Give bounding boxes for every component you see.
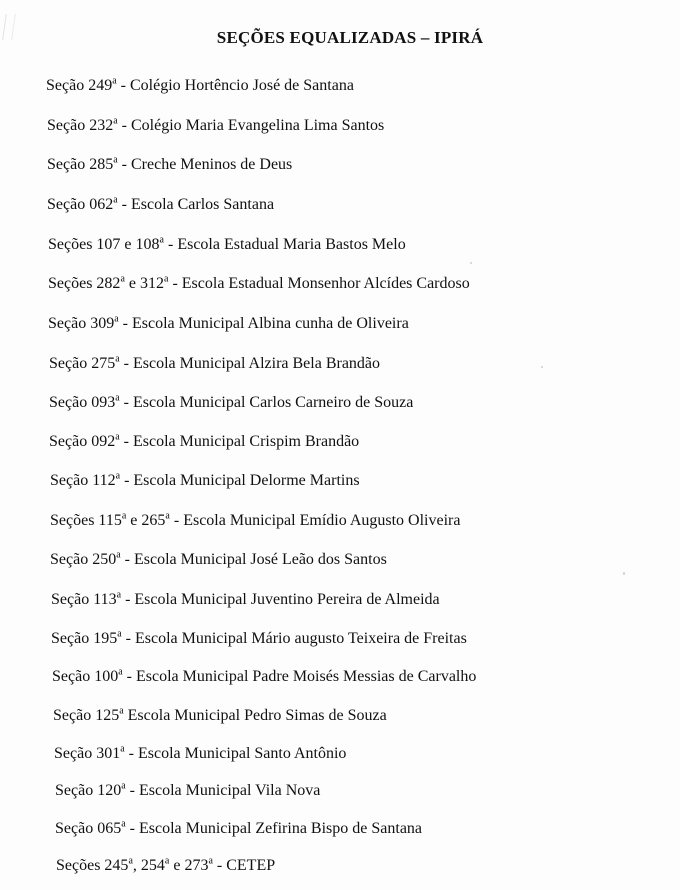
section-label: Seção 100: [52, 668, 119, 685]
ordinal-mark: a: [115, 470, 121, 482]
section-label: Seção 275: [49, 355, 116, 372]
ordinal-mark: a: [115, 392, 120, 404]
list-item: [49, 432, 359, 452]
ordinal-mark: a: [115, 353, 120, 365]
ordinal-mark: a: [113, 115, 118, 127]
section-label-continued: e 265: [126, 512, 166, 529]
section-label: Seção 309: [48, 315, 115, 332]
school-name: - Escola Municipal Juventino Pereira de Almeida: [121, 591, 440, 608]
list-item: [47, 195, 274, 215]
ordinal-mark: a: [159, 234, 164, 246]
list-item: [52, 667, 476, 687]
school-name: - Escola Estadual Monsenhor Alcídes Cardoso: [168, 275, 470, 292]
list-item: [46, 76, 354, 96]
scan-speck: [541, 366, 543, 368]
school-name: - Creche Meninos de Deus: [117, 156, 293, 173]
ordinal-mark: a: [117, 628, 122, 640]
section-label: Seção 250: [50, 551, 117, 568]
list-item: [49, 354, 380, 374]
scan-speck: [623, 572, 625, 575]
school-name: - Escola Municipal Crispim Brandão: [119, 433, 360, 450]
list-item: [51, 629, 467, 649]
list-item: [48, 314, 409, 334]
section-label: Seções 245: [56, 857, 129, 874]
list-item: [47, 116, 384, 136]
list-item: [48, 274, 470, 294]
school-name: - Escola Carlos Santana: [117, 196, 275, 213]
section-label: Seção 232: [47, 117, 114, 134]
section-label: Seção 301: [54, 745, 121, 762]
school-name: - Colégio Hortêncio José de Santana: [116, 77, 354, 94]
ordinal-mark: a: [121, 818, 126, 830]
section-label: Seção 112: [50, 472, 116, 489]
section-label: Seção 120: [55, 782, 122, 799]
list-item: [49, 393, 413, 413]
ordinal-mark: a: [112, 75, 117, 87]
list-item: [50, 471, 360, 491]
list-item: [54, 744, 346, 764]
list-item: [47, 155, 292, 175]
school-name: - Escola Municipal Vila Nova: [125, 782, 321, 799]
list-item: [50, 550, 387, 570]
ordinal-mark: a: [113, 154, 118, 166]
section-label: Seção 195: [51, 630, 118, 647]
section-label: Seções 107 e 108: [48, 236, 160, 253]
school-name: - Escola Municipal Zefirina Bispo de Santana: [125, 820, 423, 837]
school-name: - Escola Municipal Alzira Bela Brandão: [119, 355, 381, 372]
list-item: [50, 511, 460, 531]
ordinal-mark: a: [128, 855, 133, 867]
section-label: Seção 249: [46, 77, 113, 94]
section-label-continued: , 254: [132, 857, 165, 874]
ordinal-mark: a: [120, 743, 125, 755]
ordinal-mark: a: [164, 855, 170, 867]
ordinal-mark: a: [121, 780, 126, 792]
list-item: [48, 235, 406, 255]
ordinal-mark: a: [208, 855, 213, 867]
list-item: [53, 706, 387, 726]
section-label-continued: e 273: [169, 857, 209, 874]
ordinal-mark: a: [116, 549, 121, 561]
section-label: Seção 125: [53, 707, 120, 724]
list-item: [51, 590, 440, 610]
section-label: Seções 115: [50, 512, 122, 529]
school-name: - Escola Municipal Delorme Martins: [120, 472, 360, 489]
section-label: Seção 113: [51, 591, 117, 608]
ordinal-mark: a: [114, 313, 119, 325]
ordinal-mark: a: [118, 666, 123, 678]
school-name: - CETEP: [212, 857, 276, 874]
ordinal-mark: a: [165, 510, 170, 522]
list-item: [55, 819, 422, 839]
school-name: - Escola Municipal Mário augusto Teixeira de Freitas: [121, 630, 467, 647]
scan-speck: [470, 262, 472, 264]
school-name: - Escola Estadual Maria Bastos Melo: [163, 236, 406, 253]
school-name: - Escola Municipal Padre Moisés Messias de Carvalho: [122, 668, 477, 685]
section-label: Seção 093: [49, 394, 116, 411]
document-title: SEÇÕES EQUALIZADAS – IPIRÁ: [216, 28, 484, 47]
school-name: - Escola Municipal José Leão dos Santos: [120, 551, 387, 568]
section-label: Seção 285: [47, 156, 114, 173]
list-item: [55, 781, 320, 801]
section-label: Seção 092: [49, 433, 116, 450]
ordinal-mark: a: [121, 510, 127, 522]
ordinal-mark: a: [164, 273, 169, 285]
school-name: - Escola Municipal Albina cunha de Oliveira: [118, 315, 409, 332]
ordinal-mark: a: [120, 273, 125, 285]
list-item: [56, 856, 275, 876]
section-label: Seções 282: [48, 275, 121, 292]
section-label: Seção 062: [47, 196, 114, 213]
ordinal-mark: a: [119, 705, 124, 717]
school-name: - Escola Municipal Carlos Carneiro de Souza: [119, 394, 414, 411]
ordinal-mark: a: [115, 431, 120, 443]
ordinal-mark: a: [113, 194, 118, 206]
section-label: Seção 065: [55, 820, 122, 837]
school-name: - Colégio Maria Evangelina Lima Santos: [117, 117, 385, 134]
school-name: - Escola Municipal Emídio Augusto Oliveira: [169, 512, 461, 529]
school-name: - Escola Municipal Santo Antônio: [124, 745, 347, 762]
school-name: Escola Municipal Pedro Simas de Souza: [123, 707, 387, 724]
section-label-continued: e 312: [124, 275, 164, 292]
ordinal-mark: a: [116, 589, 122, 601]
